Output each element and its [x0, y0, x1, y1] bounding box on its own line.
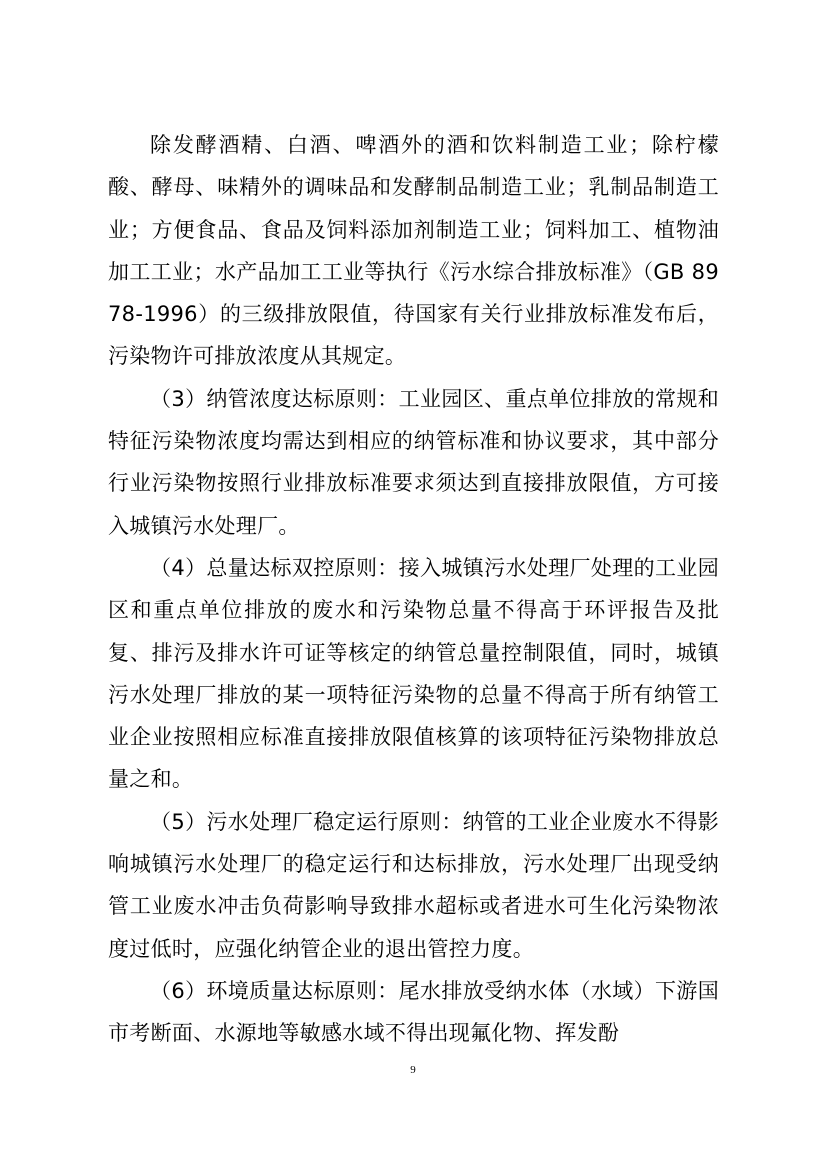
paragraph-total-control-principle: （4）总量达标双控原则：接入城镇污水处理厂处理的工业园区和重点单位排放的废水和污染物总量不得高于环评报告及批复、排污及排水许可证等核定的纳管总量控制限值，同时，城镇污水处理厂排放的某一项特征污染物的总量不得高于所有纳管工业企业按照相应标准直接排放限值核算的该项特征污染物排放总量之和。 [108, 555, 719, 792]
body-text [108, 124, 719, 1055]
paragraph-standards-exception: 除发酵酒精、白酒、啤酒外的酒和饮料制造工业；除柠檬酸、酵母、味精外的调味品和发酵制品制造工业；乳制品制造工业；方便食品、食品及饲料添加剂制造工业；饲料加工、植物油加工工业；水产品加工工业等执行《污水综合排放标准》（GB 8978-1996）的三级排放限值，待国家有关行业排放标准发布后，污染物许可排放浓度从其规定。 [108, 133, 719, 369]
page-number: 9 [410, 1064, 416, 1076]
paragraph-environment-quality-principle: （6）环境质量达标原则：尾水排放受纳水体（水域）下游国市考断面、水源地等敏感水域不得出现氟化物、挥发酚 [108, 978, 719, 1046]
paragraph-concentration-principle: （3）纳管浓度达标原则：工业园区、重点单位排放的常规和特征污染物浓度均需达到相应的纳管标准和协议要求，其中部分行业污染物按照行业排放标准要求须达到直接排放限值，方可接入城镇污水处理厂。 [108, 386, 719, 538]
paragraph-stable-operation-principle: （5）污水处理厂稳定运行原则：纳管的工业企业废水不得影响城镇污水处理厂的稳定运行和达标排放，污水处理厂出现受纳管工业废水冲击负荷影响导致排水超标或者进水可生化污染物浓度过低时，应强化纳管企业的退出管控力度。 [108, 809, 719, 961]
